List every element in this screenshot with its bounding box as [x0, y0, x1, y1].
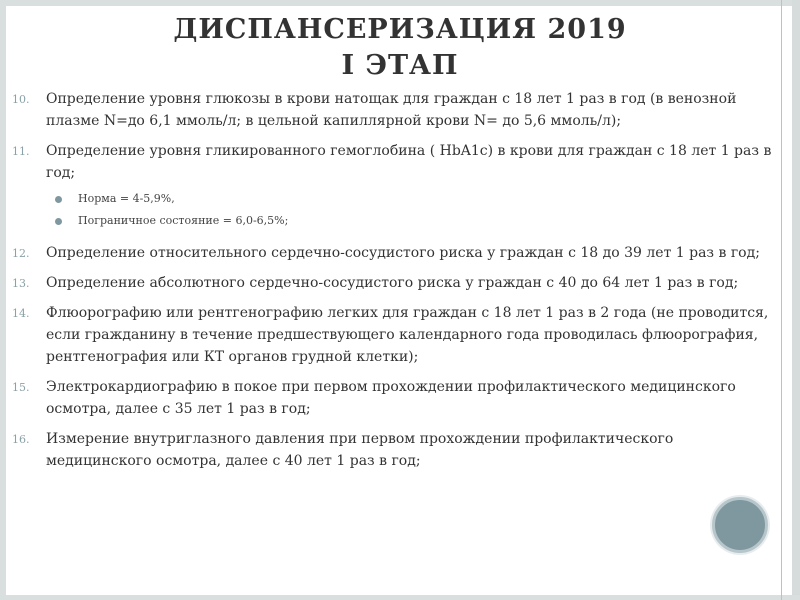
item-number: 15. — [12, 381, 30, 394]
bullet-icon — [55, 218, 62, 225]
list-item-11 — [12, 140, 772, 184]
sub-item-borderline — [12, 212, 772, 230]
sub-item-text: Норма = 4-5,9%, — [78, 192, 175, 205]
item-number: 16. — [12, 433, 30, 446]
slide-title — [0, 12, 800, 84]
list-item-16 — [12, 428, 772, 472]
item-text: Определение абсолютного сердечно-сосудистого риска у граждан с 40 до 64 лет 1 раз в год; — [46, 275, 739, 291]
sub-item-norm — [12, 190, 772, 208]
title-line-2: I ЭТАП — [341, 50, 459, 81]
item-number: 13. — [12, 277, 30, 290]
slide-content — [12, 88, 772, 480]
item-text: Измерение внутриглазного давления при первом прохождении профилактического медицинского осмотра, далее с 40 лет 1 раз в год; — [46, 431, 674, 469]
frame-bottom-border — [0, 595, 800, 600]
item-number: 11. — [12, 145, 30, 158]
frame-left-border — [0, 0, 6, 600]
item-text: Определение относительного сердечно-сосудистого риска у граждан с 18 до 39 лет 1 раз в год; — [46, 245, 760, 261]
item-text: Флюорографию или рентгенографию легких для граждан с 18 лет 1 раз в 2 года (не проводится, если гражданину в течение предшествующего календарного года проводилась флюорография, рентгенография или КТ органов грудной клетки); — [46, 305, 769, 365]
frame-top-border — [0, 0, 800, 6]
decorative-circle — [712, 497, 768, 553]
title-line-1: ДИСПАНСЕРИЗАЦИЯ 2019 — [173, 14, 627, 45]
item-text: Определение уровня глюкозы в крови натощак для граждан с 18 лет 1 раз в год (в венозной плазме N=до 6,1 ммоль/л; в цельной капиллярной крови N= до 5,6 ммоль/л); — [46, 91, 737, 129]
list-item-15 — [12, 376, 772, 420]
frame-right-border — [792, 0, 800, 600]
frame-right-line — [781, 0, 782, 600]
list-item-13 — [12, 272, 772, 294]
list-item-10 — [12, 88, 772, 132]
list-item-12 — [12, 242, 772, 264]
item-number: 10. — [12, 93, 30, 106]
list-item-14 — [12, 302, 772, 368]
bullet-icon — [55, 196, 62, 203]
item-number: 12. — [12, 247, 30, 260]
sub-item-text: Пограничное состояние = 6,0-6,5%; — [78, 214, 289, 227]
item-text: Определение уровня гликированного гемоглобина ( HbA1c) в крови для граждан с 18 лет 1 раз в год; — [46, 143, 772, 181]
item-number: 14. — [12, 307, 30, 320]
item-text: Электрокардиографию в покое при первом прохождении профилактического медицинского осмотра, далее с 35 лет 1 раз в год; — [46, 379, 736, 417]
